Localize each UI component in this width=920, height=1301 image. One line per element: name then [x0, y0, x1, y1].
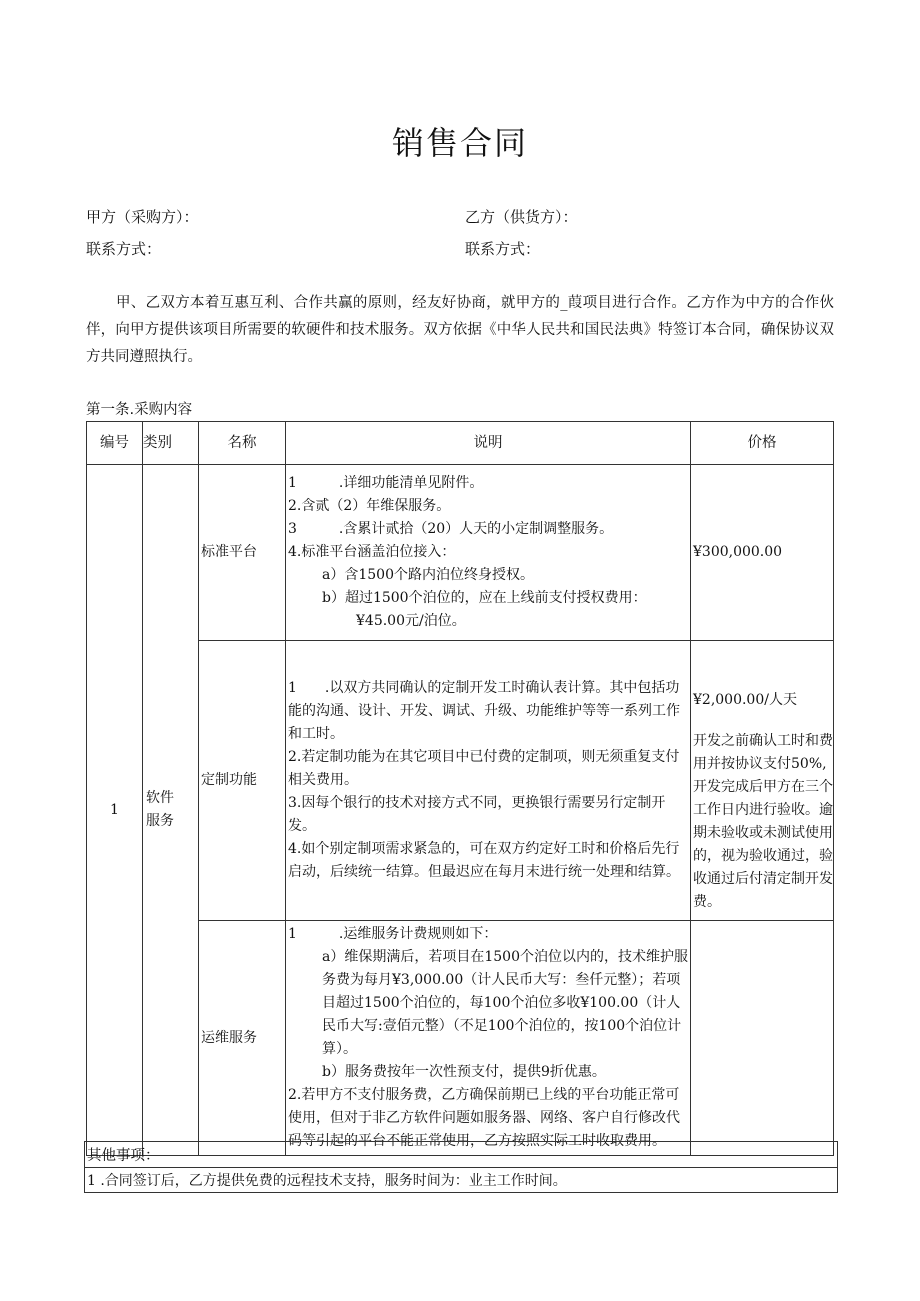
desc-line: 2.含贰（2）年维保服务。: [288, 498, 451, 514]
desc-line: 1 .详细功能清单见附件。: [288, 475, 484, 491]
item-description: [286, 465, 691, 641]
table-row: [87, 465, 834, 641]
item-price: [691, 921, 834, 1156]
desc-line: b）超过1500个泊位的，应在上线前支付授权费用：: [322, 590, 647, 606]
header-desc: 说明: [286, 422, 691, 465]
desc-line: 2.若甲方不支付服务费，乙方确保前期已上线的平台功能正常可使用，但对于非乙方软件问题如服务器、网络、客户自行修改代码等引起的平台不能正常使用，乙方按照实际工时收取费用。: [288, 1087, 680, 1149]
desc-line: 4.标准平台涵盖泊位接入：: [288, 544, 456, 560]
party-a-contact: 联系方式：: [86, 240, 162, 258]
intro-paragraph: 甲、乙双方本着互惠互利、合作共赢的原则，经友好协商，就甲方的_葭项目进行合作。乙方作为中方的合作伙伴，向甲方提供该项目所需要的软硬件和技术服务。双方依据《中华人民共和国民法典》特签订本合同，确保协议双方共同遵照执行。: [86, 295, 834, 365]
row-category: [143, 465, 199, 1156]
table-row: [87, 641, 834, 921]
item-name: 定制功能: [199, 641, 286, 921]
desc-line: ¥45.00元/泊位。: [356, 613, 466, 629]
item-description: [286, 641, 691, 921]
desc-line: 2.若定制功能为在其它项目中已付费的定制项，则无须重复支付相关费用。: [288, 749, 680, 788]
table-row: [87, 921, 834, 1156]
row-number: 1: [87, 465, 143, 1156]
other-matters-heading: 其他事项：: [85, 1142, 837, 1168]
other-matters-item: 1 .合同签订后，乙方提供免费的远程技术支持，服务时间为：业主工作时间。: [87, 1173, 567, 1189]
desc-line: 1 .以双方共同确认的定制开发工时确认表计算。其中包括功能的沟通、设计、开发、调试、升级、功能维护等等一系列工作和工时。: [288, 680, 680, 742]
desc-line: a）维保期满后，若项目在1500个泊位以内的，技术维护服务费为每月¥3,000.00（计人民币大写：叁仟元整）；若项目超过1500个泊位的，每100个泊位多收¥100.00（计人民币大写:壹佰元整）（不足100个泊位的，按100个泊位计算）。: [322, 949, 688, 1057]
header-no: 编号: [87, 422, 143, 465]
document-title: 销售合同: [391, 124, 528, 162]
other-matters-box: [84, 1141, 838, 1193]
item-price-cell: [691, 641, 834, 921]
purchase-table: [86, 421, 834, 1156]
header-name: 名称: [199, 422, 286, 465]
desc-line: 4.如个别定制项需求紧急的，可在双方约定好工时和价格后先行启动，后续统一结算。但最迟应在每月末进行统一处理和结算。: [288, 841, 680, 880]
desc-line: 3.因每个银行的技术对接方式不同，更换银行需要另行定制开发。: [288, 795, 666, 834]
price-note: 开发之前确认工时和费用并按协议支付50%,开发完成后甲方在三个工作日内进行验收。逾期未验收或未测试使用的，视为验收通过，验收通过后付清定制开发费。: [693, 733, 833, 910]
desc-line: 1 .运维服务计费规则如下：: [288, 926, 498, 942]
desc-line: b）服务费按年一次性预支付，提供9折优惠。: [322, 1064, 606, 1080]
item-price: ¥300,000.00: [691, 465, 834, 641]
section-heading: 第一条.采购内容: [86, 402, 193, 418]
item-name: 运维服务: [199, 921, 286, 1156]
desc-line: 3 .含累计贰拾（20）人天的小定制调整服务。: [288, 521, 614, 537]
category-line-1: 软件: [146, 790, 174, 806]
category-line-2: 服务: [146, 813, 174, 829]
header-price: 价格: [691, 422, 834, 465]
item-description: [286, 921, 691, 1156]
party-b-contact: 联系方式：: [465, 240, 541, 258]
desc-line: a）含1500个路内泊位终身授权。: [322, 567, 534, 583]
item-name: 标准平台: [199, 465, 286, 641]
header-category: 类别: [143, 422, 199, 465]
item-price: ¥2,000.00/人天: [693, 692, 797, 708]
party-a-label: 甲方（采购方）：: [86, 208, 199, 226]
table-header-row: [87, 422, 834, 465]
party-b-label: 乙方（供货方）：: [465, 208, 578, 226]
